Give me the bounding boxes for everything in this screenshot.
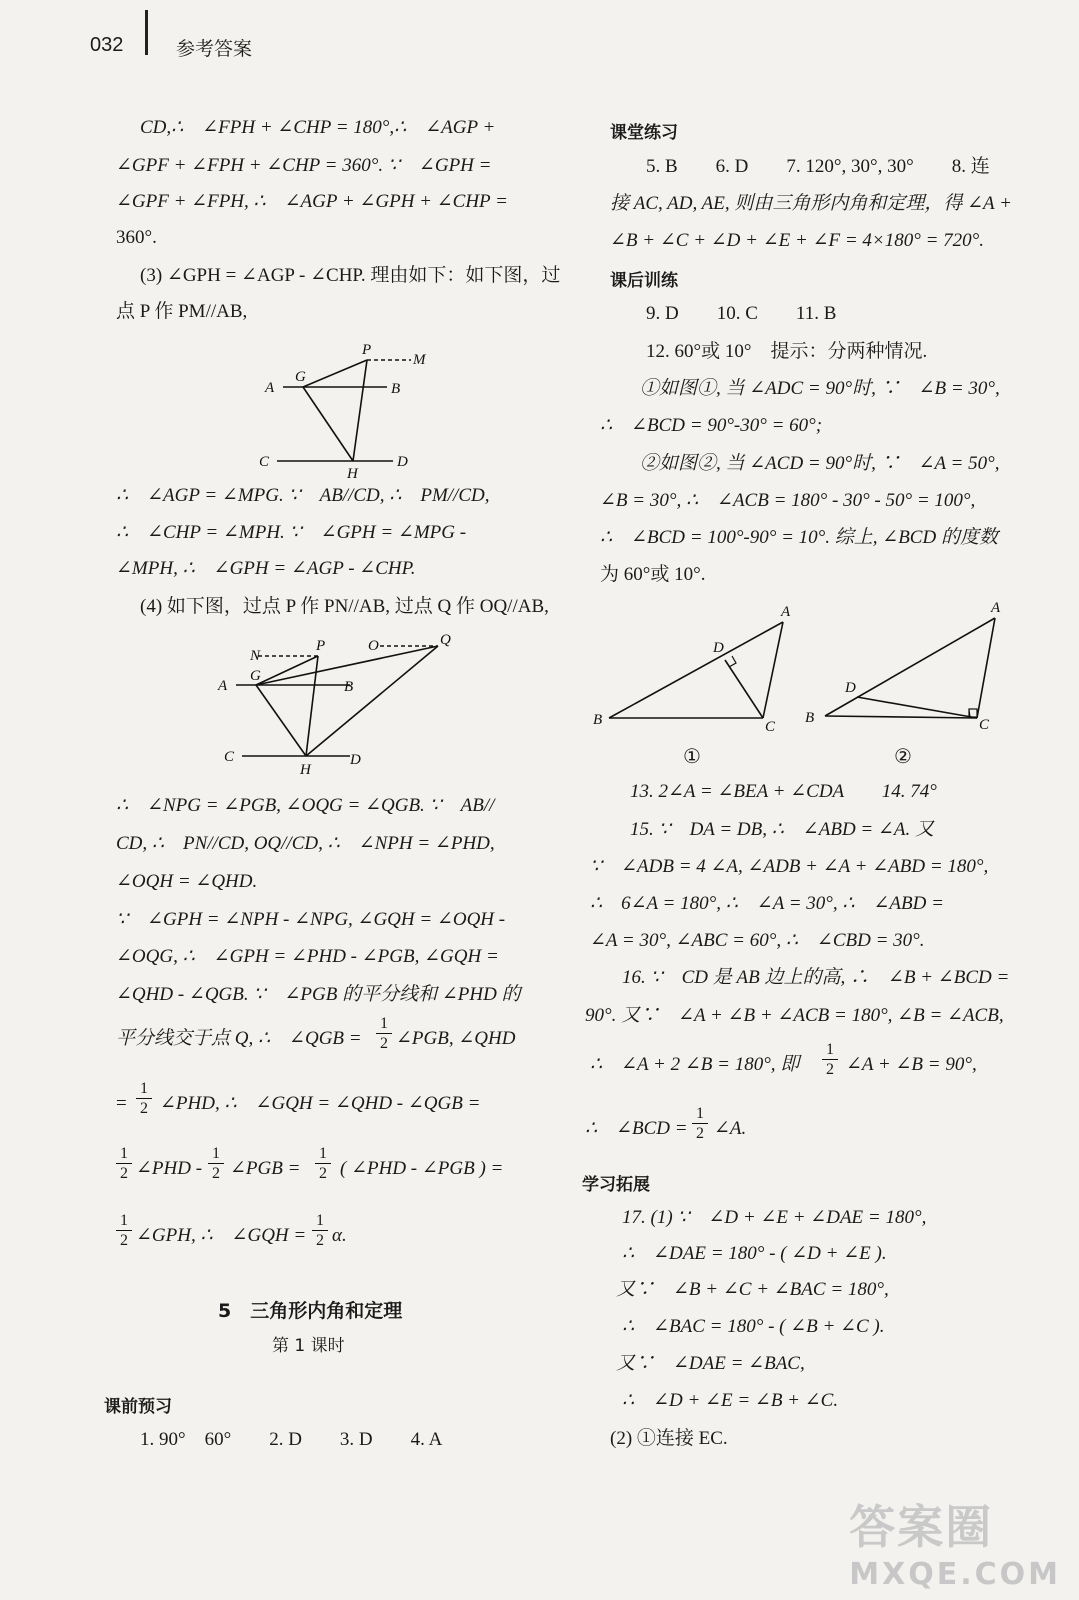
figure-parallel-pm [255,338,435,478]
fraction-numerator: 1 [212,1145,220,1162]
fraction-denominator: 2 [376,1033,392,1053]
text-line: (4) 如下图，过点 P 作 PN//AB, 过点 Q 作 OQ//AB, [140,596,549,617]
tri1-label-d: D [713,640,724,656]
tri2-label-c: C [979,717,990,733]
text-line: ∠OQG, ∴ ∠GPH = ∠PHD - ∠PGB, ∠GQH = [116,946,499,967]
text-line: ∴ ∠A + 2 ∠B = 180°, 即 [590,1054,800,1075]
running-title: 参考答案 [176,38,253,60]
text-line: = [116,1093,127,1114]
text-line: CD, ∴ PN//CD, OQ//CD, ∴ ∠NPH = ∠PHD, [116,833,495,854]
text-line: 15. ∵ DA = DB, ∴ ∠ABD = ∠A. 又 [630,819,935,840]
tri2-label-d: D [845,680,856,696]
text-line: ∴ 6∠A = 180°, ∴ ∠A = 30°, ∴ ∠ABD = [590,893,944,914]
watermark-logo [849,1491,1061,1592]
text-line: CD,∴ ∠FPH + ∠CHP = 180°,∴ ∠AGP + [140,117,496,138]
fraction-denominator: 2 [822,1059,838,1079]
section-title: 5 三角形内角和定理 [218,1300,403,1322]
text-line: 又∵ ∠B + ∠C + ∠BAC = 180°, [616,1279,889,1300]
text-line: 点 P 作 PM//AB, [116,301,248,322]
fraction-denominator: 2 [208,1163,224,1183]
text-line: ∴ ∠D + ∠E = ∠B + ∠C. [622,1390,839,1411]
fraction-numerator: 1 [120,1212,128,1229]
lesson-label: 第 1 课时 [272,1336,345,1356]
label-c: C [224,749,235,765]
fraction-half [315,1144,331,1183]
label-n: N [250,648,261,664]
text-line: ①如图①, 当 ∠ADC = 90°时, ∵ ∠B = 30°, [640,378,1000,399]
text-line: ∠B = 30°, ∴ ∠ACB = 180° - 30° - 50° = 100°, [600,490,976,511]
text-line: ∠MPH, ∴ ∠GPH = ∠AGP - ∠CHP. [116,558,416,579]
figure-label-one: ① [683,746,701,768]
text-line: ∠OQH = ∠QHD. [116,871,258,892]
fraction-denominator: 2 [116,1163,132,1183]
text-line: 1. 90° 60° 2. D 3. D 4. A [140,1429,443,1450]
fraction-half [376,1014,392,1053]
label-a: A [218,678,228,694]
text-line: 5. B 6. D 7. 120°, 30°, 30° 8. 连 [646,156,990,177]
text-line: 接 AC, AD, AE, 则由三角形内角和定理，得 ∠A + [610,193,1012,214]
text-line: 又∵ ∠DAE = ∠BAC, [616,1353,805,1374]
fraction-half [136,1079,152,1118]
label-a: A [265,380,275,396]
label-d: D [397,454,408,470]
text-line: ②如图②, 当 ∠ACD = 90°时, ∵ ∠A = 50°, [640,453,1000,474]
header-divider [145,10,148,55]
text-line: ∴ ∠BCD = 100°-90° = 10°. 综上, ∠BCD 的度数 [600,527,998,548]
fraction-half [208,1144,224,1183]
figure-triangles [585,598,1025,778]
text-line: 13. 2∠A = ∠BEA + ∠CDA 14. 74° [630,781,937,802]
label-h: H [347,466,358,478]
fraction-denominator: 2 [315,1163,331,1183]
tri1-label-a: A [781,604,791,620]
fraction-numerator: 1 [319,1145,327,1162]
text-line: (3) ∠GPH = ∠AGP - ∠CHP. 理由如下：如下图，过 [140,265,561,286]
fraction-numerator: 1 [826,1041,834,1058]
text-line: ( ∠PHD - ∠PGB ) = [340,1158,504,1179]
text-line: ∠A + ∠B = 90°, [846,1054,977,1075]
text-line: ∠B + ∠C + ∠D + ∠E + ∠F = 4×180° = 720°. [610,230,985,251]
tri2-label-a: A [991,600,1001,616]
text-line: 17. (1) ∵ ∠D + ∠E + ∠DAE = 180°, [622,1207,927,1228]
label-b: B [391,381,401,397]
fraction-half [692,1104,708,1143]
text-line: ∴ ∠AGP = ∠MPG. ∵ AB//CD, ∴ PM//CD, [116,485,490,506]
fraction-numerator: 1 [696,1105,704,1122]
text-line: ∴ ∠BCD = 90°-30° = 60°; [600,415,823,436]
text-line: ∠A = 30°, ∠ABC = 60°, ∴ ∠CBD = 30°. [590,930,925,951]
text-line: ∵ ∠ADB = 4 ∠A, ∠ADB + ∠A + ∠ABD = 180°, [590,856,989,877]
text-line: ∴ ∠BCD = [585,1118,688,1139]
text-line: ∠PHD - [136,1158,203,1179]
tri2-label-b: B [805,710,815,726]
label-g: G [250,668,261,684]
label-q: Q [440,632,451,648]
fraction-denominator: 2 [692,1123,708,1143]
watermark-text: 答案圈 [849,1500,994,1554]
label-g: G [295,369,306,385]
text-line: 360°. [116,227,157,248]
figure-parallel-pn-oq [210,628,470,780]
text-line: α. [332,1225,347,1246]
figure-label-two: ② [894,746,912,768]
fraction-half [116,1144,132,1183]
text-line: ∴ ∠NPG = ∠PGB, ∠OQG = ∠QGB. ∵ AB// [116,795,495,816]
fraction-half [312,1211,328,1250]
section-head-class: 课堂练习 [610,123,678,143]
text-line: 90°. 又∵ ∠A + ∠B + ∠ACB = 180°, ∠B = ∠ACB, [585,1005,1004,1026]
text-line: ∠PHD, ∴ ∠GQH = ∠QHD - ∠QGB = [160,1093,481,1114]
fraction-half [116,1211,132,1250]
fraction-half [822,1040,838,1079]
label-d: D [350,752,361,768]
text-line: ∠GPF + ∠FPH, ∴ ∠AGP + ∠GPH + ∠CHP = [116,191,508,212]
tri1-label-b: B [593,712,603,728]
fraction-numerator: 1 [120,1145,128,1162]
text-line: ∠GPF + ∠FPH + ∠CHP = 360°. ∵ ∠GPH = [116,155,492,176]
text-line: 16. ∵ CD 是 AB 边上的高, ∴ ∠B + ∠BCD = [622,967,1010,988]
label-p: P [316,638,326,654]
fraction-denominator: 2 [136,1098,152,1118]
label-c: C [259,454,270,470]
label-b: B [344,679,354,695]
text-line: ∠A. [714,1118,747,1139]
label-p: P [362,342,372,358]
text-line: ∠PGB, ∠QHD [396,1028,516,1049]
fraction-denominator: 2 [116,1230,132,1250]
watermark-url: MXQE.COM [849,1557,1061,1592]
fraction-numerator: 1 [380,1015,388,1032]
text-line: 为 60°或 10°. [600,564,706,585]
section-head-after: 课后训练 [610,271,678,291]
text-line: ∠GPH, ∴ ∠GQH = [136,1225,307,1246]
text-line: 9. D 10. C 11. B [646,303,837,324]
text-line: (2) ①连接 EC. [610,1428,728,1449]
fraction-numerator: 1 [140,1080,148,1097]
fraction-numerator: 1 [316,1212,324,1229]
section-head-extension: 学习拓展 [582,1175,650,1195]
text-line: ∠QHD - ∠QGB. ∵ ∠PGB 的平分线和 ∠PHD 的 [116,984,521,1005]
label-h: H [300,762,311,778]
section-head-preview: 课前预习 [104,1397,172,1417]
page-number: 032 [90,34,124,56]
text-line: 平分线交于点 Q, ∴ ∠QGB = [116,1028,362,1049]
text-line: ∴ ∠DAE = 180° - ( ∠D + ∠E ). [622,1243,887,1264]
text-line: ∠PGB = [230,1158,301,1179]
text-line: ∵ ∠GPH = ∠NPH - ∠NPG, ∠GQH = ∠OQH - [116,909,506,930]
label-o: O [368,638,379,654]
text-line: ∴ ∠CHP = ∠MPH. ∵ ∠GPH = ∠MPG - [116,522,467,543]
text-line: ∴ ∠BAC = 180° - ( ∠B + ∠C ). [622,1316,885,1337]
fraction-denominator: 2 [312,1230,328,1250]
label-m: M [413,352,426,368]
text-line: 12. 60°或 10° 提示：分两种情况. [646,341,928,362]
tri1-label-c: C [765,719,776,735]
